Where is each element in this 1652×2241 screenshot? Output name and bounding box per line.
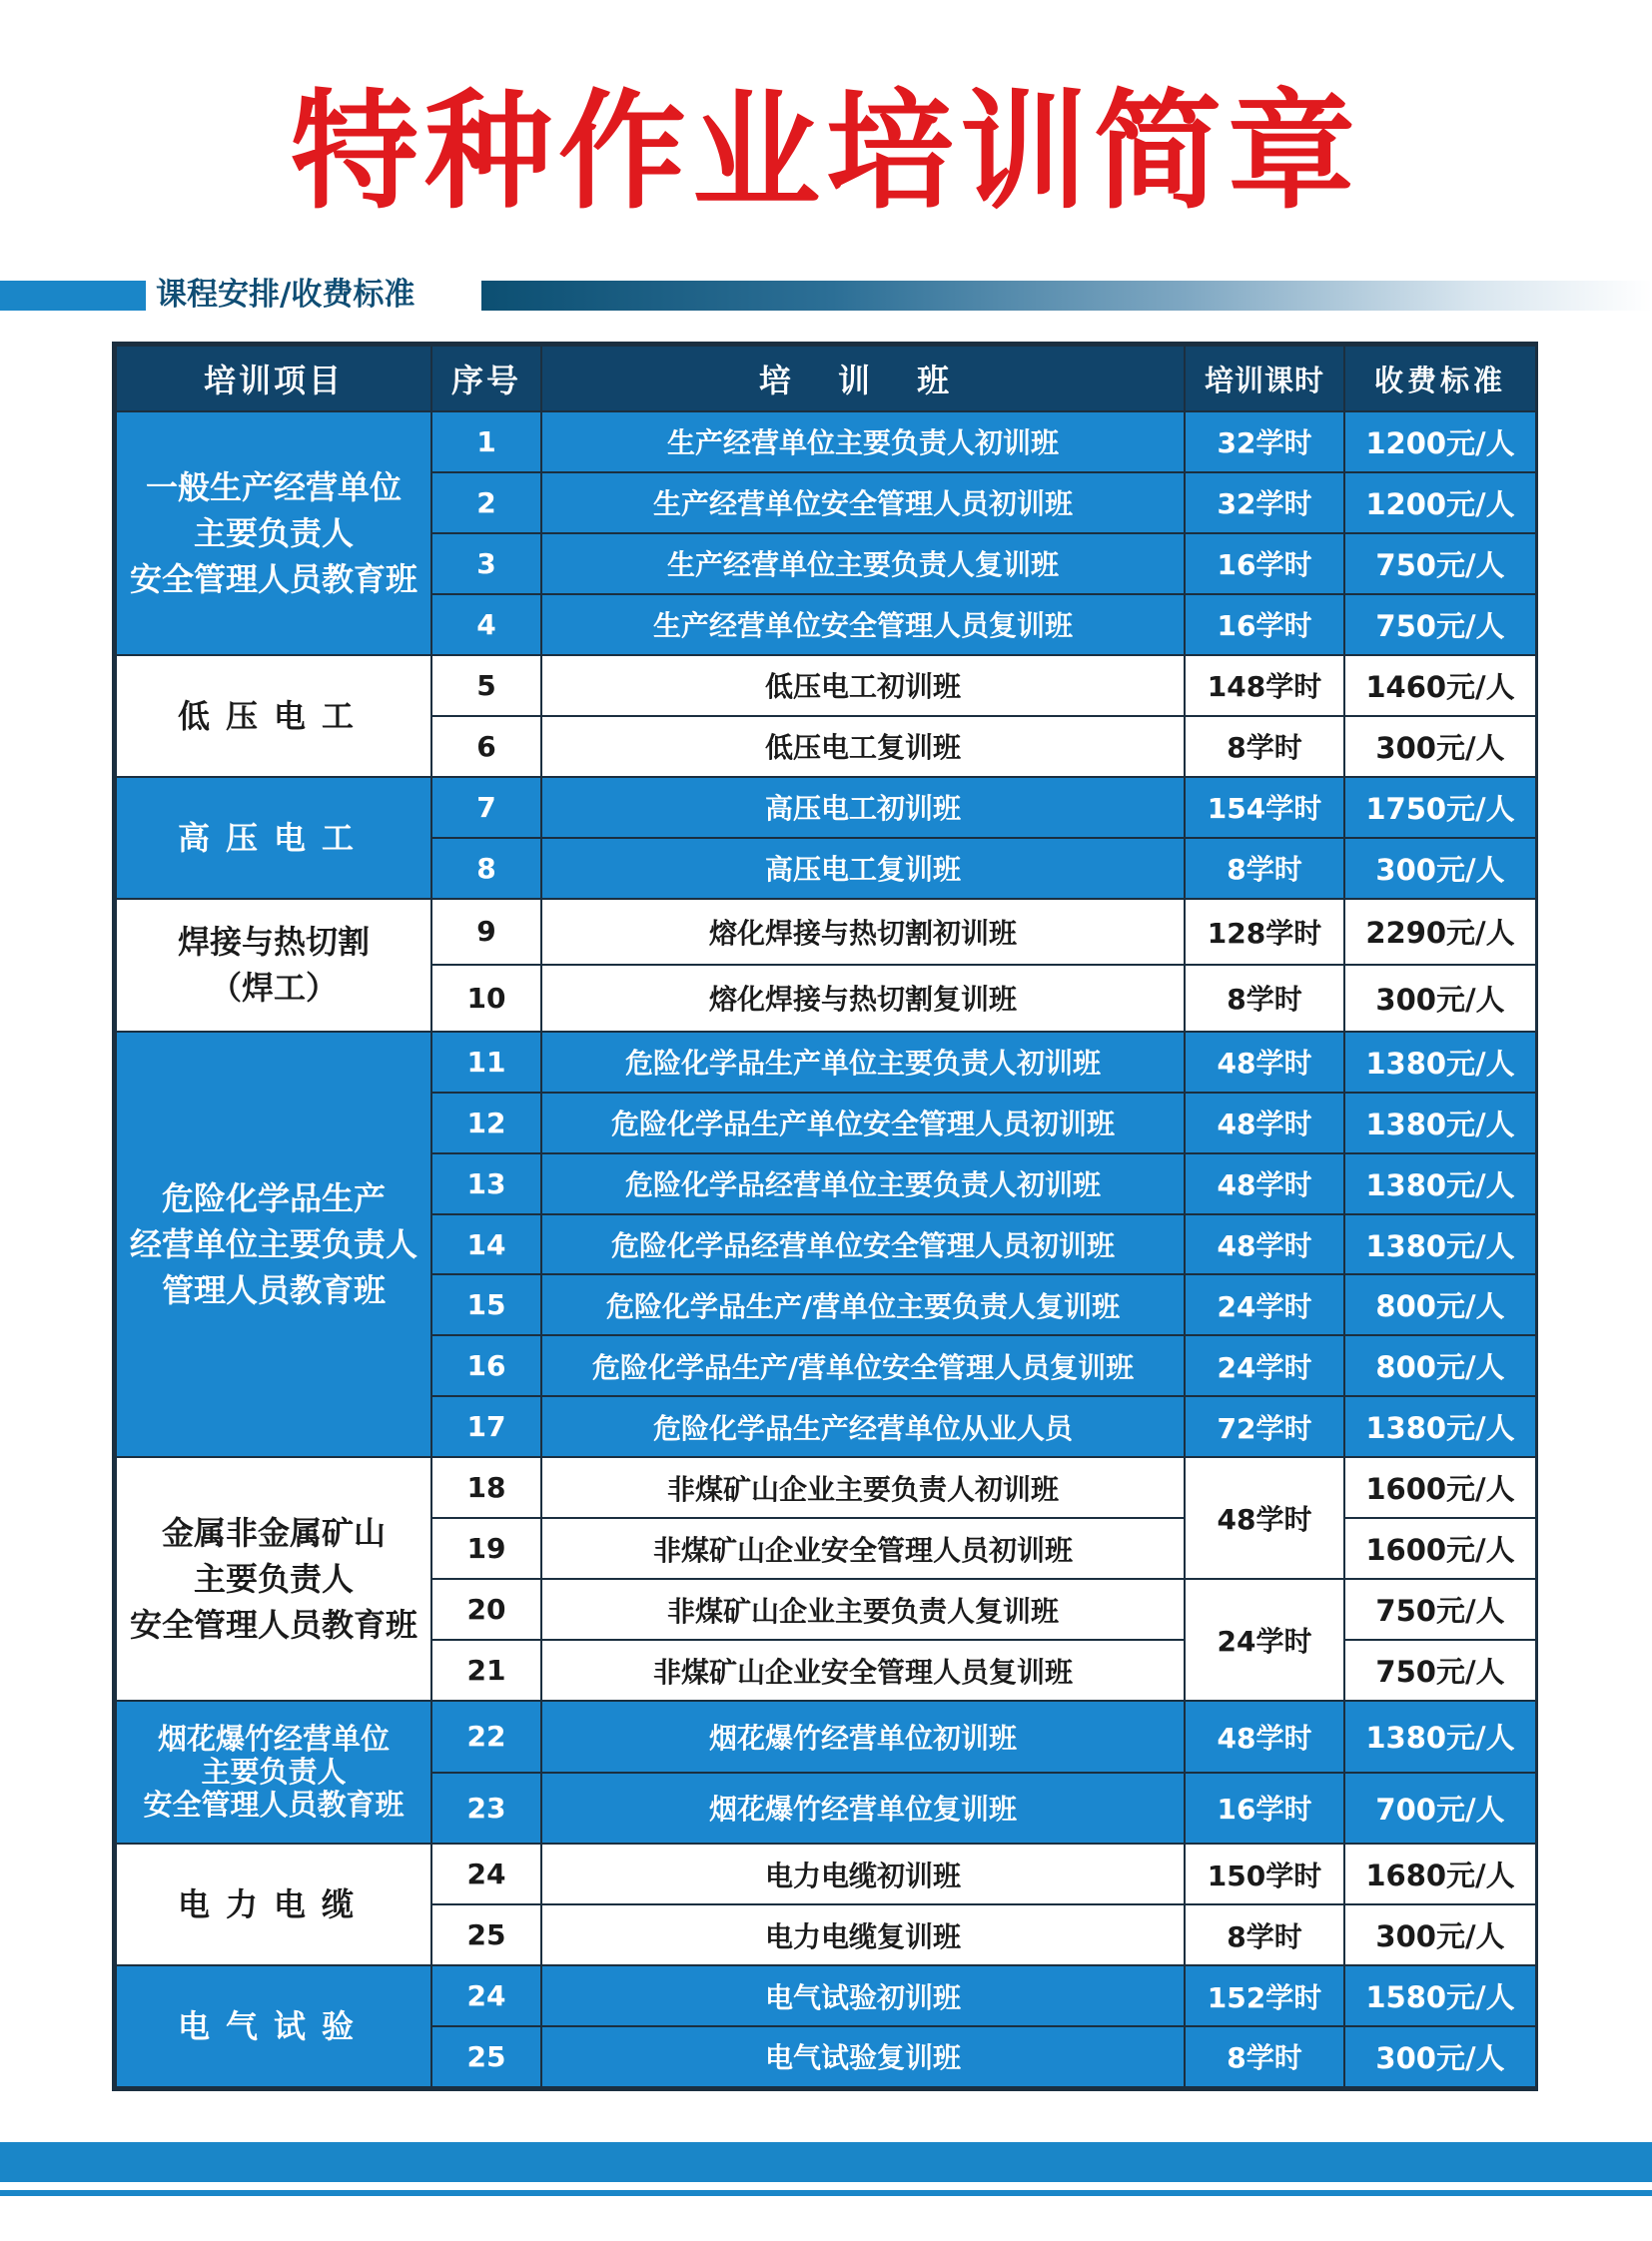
class-name-cell: 低压电工初训班 bbox=[541, 655, 1185, 716]
fee-cell: 300元/人 bbox=[1344, 1904, 1536, 1965]
hours-cell: 48学时 bbox=[1185, 1214, 1344, 1275]
class-name-cell: 生产经营单位安全管理人员复训班 bbox=[541, 594, 1185, 655]
fee-cell: 300元/人 bbox=[1344, 2026, 1536, 2087]
hours-cell: 128学时 bbox=[1185, 899, 1344, 966]
seq-cell: 10 bbox=[431, 965, 541, 1032]
fee-cell: 1460元/人 bbox=[1344, 655, 1536, 716]
seq-cell: 6 bbox=[431, 716, 541, 777]
fee-cell: 800元/人 bbox=[1344, 1274, 1536, 1335]
class-name-cell: 高压电工初训班 bbox=[541, 777, 1185, 838]
hours-cell: 32学时 bbox=[1185, 472, 1344, 533]
hours-cell: 32学时 bbox=[1185, 411, 1344, 472]
seq-cell: 23 bbox=[431, 1773, 541, 1845]
group-name: 焊接与热切割 （焊工） bbox=[116, 899, 431, 1032]
fee-cell: 1200元/人 bbox=[1344, 411, 1536, 472]
fee-cell: 750元/人 bbox=[1344, 1579, 1536, 1640]
hours-cell: 48学时 bbox=[1185, 1032, 1344, 1093]
group-name: 低压电工 bbox=[116, 655, 431, 777]
class-name-cell: 生产经营单位主要负责人复训班 bbox=[541, 533, 1185, 594]
hours-cell: 152学时 bbox=[1185, 1965, 1344, 2026]
group-name: 烟花爆竹经营单位 主要负责人 安全管理人员教育班 bbox=[116, 1701, 431, 1844]
section-left-stripe bbox=[0, 281, 146, 311]
fee-cell: 1600元/人 bbox=[1344, 1518, 1536, 1579]
fee-cell: 1680元/人 bbox=[1344, 1844, 1536, 1904]
section-header-bar bbox=[0, 277, 1652, 313]
group-name: 电力电缆 bbox=[116, 1844, 431, 1965]
section-label: 课程安排/收费标准 bbox=[156, 277, 415, 313]
page-title: 特种作业培训简章 bbox=[290, 78, 1361, 227]
seq-cell: 19 bbox=[431, 1518, 541, 1579]
fee-cell: 1750元/人 bbox=[1344, 777, 1536, 838]
seq-cell: 2 bbox=[431, 472, 541, 533]
fee-cell: 300元/人 bbox=[1344, 838, 1536, 899]
class-name-cell: 非煤矿山企业安全管理人员初训班 bbox=[541, 1518, 1185, 1579]
hours-cell: 8学时 bbox=[1185, 2026, 1344, 2087]
fee-cell: 1200元/人 bbox=[1344, 472, 1536, 533]
table-row bbox=[116, 1457, 1536, 1518]
fee-cell: 1380元/人 bbox=[1344, 1093, 1536, 1153]
seq-cell: 16 bbox=[431, 1335, 541, 1396]
seq-cell: 17 bbox=[431, 1396, 541, 1457]
group-name: 危险化学品生产 经营单位主要负责人 管理人员教育班 bbox=[116, 1032, 431, 1458]
fee-cell: 750元/人 bbox=[1344, 1640, 1536, 1701]
seq-cell: 24 bbox=[431, 1844, 541, 1904]
fee-cell: 750元/人 bbox=[1344, 533, 1536, 594]
header-class: 培 训 班 bbox=[541, 346, 1185, 411]
table-body bbox=[116, 411, 1536, 2087]
table-row bbox=[116, 655, 1536, 716]
fee-cell: 800元/人 bbox=[1344, 1335, 1536, 1396]
seq-cell: 1 bbox=[431, 411, 541, 472]
class-name-cell: 熔化焊接与热切割初训班 bbox=[541, 899, 1185, 966]
hours-cell: 8学时 bbox=[1185, 838, 1344, 899]
seq-cell: 24 bbox=[431, 1965, 541, 2026]
hours-cell: 16学时 bbox=[1185, 533, 1344, 594]
fee-cell: 300元/人 bbox=[1344, 965, 1536, 1032]
seq-cell: 4 bbox=[431, 594, 541, 655]
fee-cell: 1600元/人 bbox=[1344, 1457, 1536, 1518]
course-fee-table bbox=[112, 342, 1538, 2091]
seq-cell: 20 bbox=[431, 1579, 541, 1640]
hours-cell: 16学时 bbox=[1185, 594, 1344, 655]
class-name-cell: 危险化学品生产单位安全管理人员初训班 bbox=[541, 1093, 1185, 1153]
seq-cell: 21 bbox=[431, 1640, 541, 1701]
group-name: 金属非金属矿山 主要负责人 安全管理人员教育班 bbox=[116, 1457, 431, 1701]
seq-cell: 22 bbox=[431, 1701, 541, 1773]
fee-cell: 750元/人 bbox=[1344, 594, 1536, 655]
class-name-cell: 电气试验复训班 bbox=[541, 2026, 1185, 2087]
seq-cell: 12 bbox=[431, 1093, 541, 1153]
table-row bbox=[116, 411, 1536, 472]
table-row bbox=[116, 1844, 1536, 1904]
section-right-gradient bbox=[481, 281, 1652, 311]
hours-cell: 72学时 bbox=[1185, 1396, 1344, 1457]
hours-cell: 24学时 bbox=[1185, 1579, 1344, 1701]
seq-cell: 5 bbox=[431, 655, 541, 716]
hours-cell: 8学时 bbox=[1185, 1904, 1344, 1965]
class-name-cell: 非煤矿山企业主要负责人初训班 bbox=[541, 1457, 1185, 1518]
class-name-cell: 电气试验初训班 bbox=[541, 1965, 1185, 2026]
hours-cell: 8学时 bbox=[1185, 716, 1344, 777]
table-row bbox=[116, 777, 1536, 838]
seq-cell: 8 bbox=[431, 838, 541, 899]
fee-cell: 1380元/人 bbox=[1344, 1214, 1536, 1275]
class-name-cell: 电力电缆复训班 bbox=[541, 1904, 1185, 1965]
fee-cell: 1380元/人 bbox=[1344, 1396, 1536, 1457]
fee-cell: 300元/人 bbox=[1344, 716, 1536, 777]
seq-cell: 25 bbox=[431, 1904, 541, 1965]
class-name-cell: 低压电工复训班 bbox=[541, 716, 1185, 777]
fee-cell: 700元/人 bbox=[1344, 1773, 1536, 1845]
fee-cell: 1380元/人 bbox=[1344, 1153, 1536, 1214]
hours-cell: 48学时 bbox=[1185, 1457, 1344, 1579]
seq-cell: 7 bbox=[431, 777, 541, 838]
hours-cell: 148学时 bbox=[1185, 655, 1344, 716]
fee-cell: 1380元/人 bbox=[1344, 1032, 1536, 1093]
seq-cell: 13 bbox=[431, 1153, 541, 1214]
group-name: 电气试验 bbox=[116, 1965, 431, 2087]
hours-cell: 150学时 bbox=[1185, 1844, 1344, 1904]
hours-cell: 24学时 bbox=[1185, 1335, 1344, 1396]
hours-cell: 154学时 bbox=[1185, 777, 1344, 838]
table-header-row bbox=[116, 346, 1536, 411]
bottom-line bbox=[0, 2190, 1652, 2196]
class-name-cell: 烟花爆竹经营单位复训班 bbox=[541, 1773, 1185, 1845]
hours-cell: 24学时 bbox=[1185, 1274, 1344, 1335]
class-name-cell: 危险化学品经营单位安全管理人员初训班 bbox=[541, 1214, 1185, 1275]
table-row bbox=[116, 1965, 1536, 2026]
fee-cell: 2290元/人 bbox=[1344, 899, 1536, 966]
class-name-cell: 熔化焊接与热切割复训班 bbox=[541, 965, 1185, 1032]
hours-cell: 16学时 bbox=[1185, 1773, 1344, 1845]
header-project: 培训项目 bbox=[116, 346, 431, 411]
header-hours: 培训课时 bbox=[1185, 346, 1344, 411]
class-name-cell: 烟花爆竹经营单位初训班 bbox=[541, 1701, 1185, 1773]
class-name-cell: 非煤矿山企业安全管理人员复训班 bbox=[541, 1640, 1185, 1701]
hours-cell: 48学时 bbox=[1185, 1093, 1344, 1153]
class-name-cell: 危险化学品生产/营单位安全管理人员复训班 bbox=[541, 1335, 1185, 1396]
header-fee: 收费标准 bbox=[1344, 346, 1536, 411]
table-row bbox=[116, 1032, 1536, 1093]
class-name-cell: 危险化学品生产单位主要负责人初训班 bbox=[541, 1032, 1185, 1093]
seq-cell: 3 bbox=[431, 533, 541, 594]
seq-cell: 14 bbox=[431, 1214, 541, 1275]
fee-cell: 1580元/人 bbox=[1344, 1965, 1536, 2026]
group-name: 高压电工 bbox=[116, 777, 431, 899]
hours-cell: 8学时 bbox=[1185, 965, 1344, 1032]
header-seq: 序号 bbox=[431, 346, 541, 411]
hours-cell: 48学时 bbox=[1185, 1701, 1344, 1773]
bottom-band bbox=[0, 2142, 1652, 2182]
table-row bbox=[116, 1701, 1536, 1773]
table-row bbox=[116, 899, 1536, 966]
seq-cell: 15 bbox=[431, 1274, 541, 1335]
class-name-cell: 高压电工复训班 bbox=[541, 838, 1185, 899]
class-name-cell: 生产经营单位安全管理人员初训班 bbox=[541, 472, 1185, 533]
seq-cell: 18 bbox=[431, 1457, 541, 1518]
class-name-cell: 危险化学品生产/营单位主要负责人复训班 bbox=[541, 1274, 1185, 1335]
class-name-cell: 电力电缆初训班 bbox=[541, 1844, 1185, 1904]
class-name-cell: 生产经营单位主要负责人初训班 bbox=[541, 411, 1185, 472]
class-name-cell: 危险化学品生产经营单位从业人员 bbox=[541, 1396, 1185, 1457]
class-name-cell: 非煤矿山企业主要负责人复训班 bbox=[541, 1579, 1185, 1640]
group-name: 一般生产经营单位 主要负责人 安全管理人员教育班 bbox=[116, 411, 431, 655]
seq-cell: 11 bbox=[431, 1032, 541, 1093]
class-name-cell: 危险化学品经营单位主要负责人初训班 bbox=[541, 1153, 1185, 1214]
fee-cell: 1380元/人 bbox=[1344, 1701, 1536, 1773]
seq-cell: 25 bbox=[431, 2026, 541, 2087]
seq-cell: 9 bbox=[431, 899, 541, 966]
hours-cell: 48学时 bbox=[1185, 1153, 1344, 1214]
